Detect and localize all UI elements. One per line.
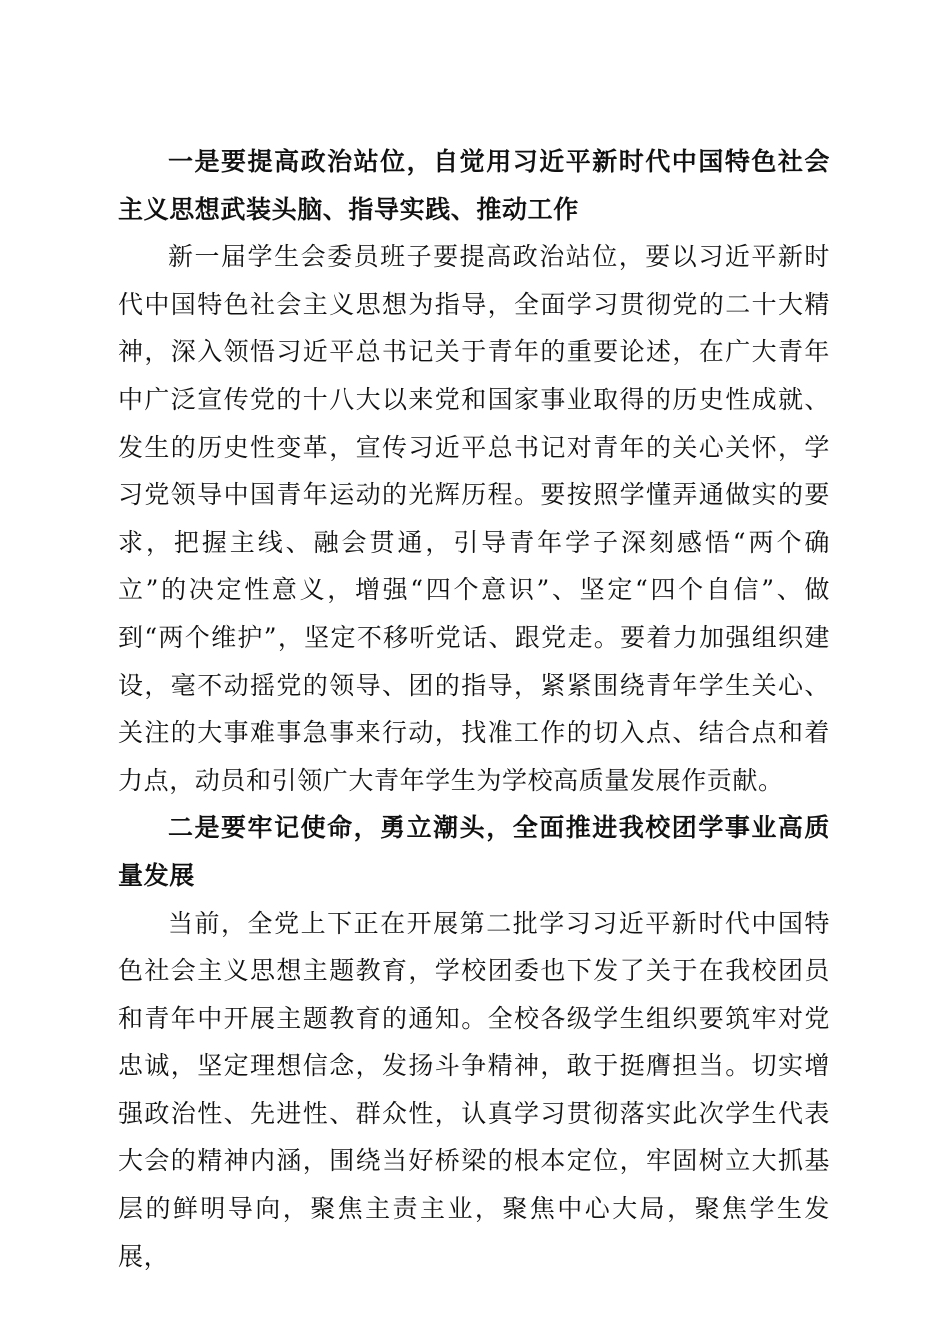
section-heading-1: 一是要提高政治站位，自觉用习近平新时代中国特色社会主义思想武装头脑、指导实践、推动工作 [118, 147, 830, 224]
document-body [118, 138, 830, 1280]
body-paragraph-1: 新一届学生会委员班子要提高政治站位，要以习近平新时代中国特色社会主义思想为指导，全面学习贯彻党的二十大精神，深入领悟习近平总书记关于青年的重要论述，在广大青年中广泛宣传党的十八大以来党和国家事业取得的历史性成就、发生的历史性变革，宣传习近平总书记对青年的关心关怀，学习党领导中国青年运动的光辉历程。要按照学懂弄通做实的要求，把握主线、融会贯通，引导青年学子深刻感悟“两个确立”的决定性意义，增强“四个意识”、坚定“四个自信”、做到“两个维护”，坚定不移听党话、跟党走。要着力加强组织建设，毫不动摇党的领导、团的指导，紧紧围绕青年学生关心、关注的大事难事急事来行动，找准工作的切入点、结合点和着力点，动员和引领广大青年学生为学校高质量发展作贡献。 [118, 242, 830, 795]
body-paragraph-2: 当前，全党上下正在开展第二批学习习近平新时代中国特色社会主义思想主题教育，学校团委也下发了关于在我校团员和青年中开展主题教育的通知。全校各级学生组织要筑牢对党忠诚，坚定理想信念，发扬斗争精神，敢于挺膺担当。切实增强政治性、先进性、群众性，认真学习贯彻落实此次学生代表大会的精神内涵，围绕当好桥梁的根本定位，牢固树立大抓基层的鲜明导向，聚焦主责主业，聚焦中心大局，聚焦学生发展， [118, 908, 830, 1271]
section-heading-2: 二是要牢记使命，勇立潮头，全面推进我校团学事业高质量发展 [118, 813, 830, 890]
